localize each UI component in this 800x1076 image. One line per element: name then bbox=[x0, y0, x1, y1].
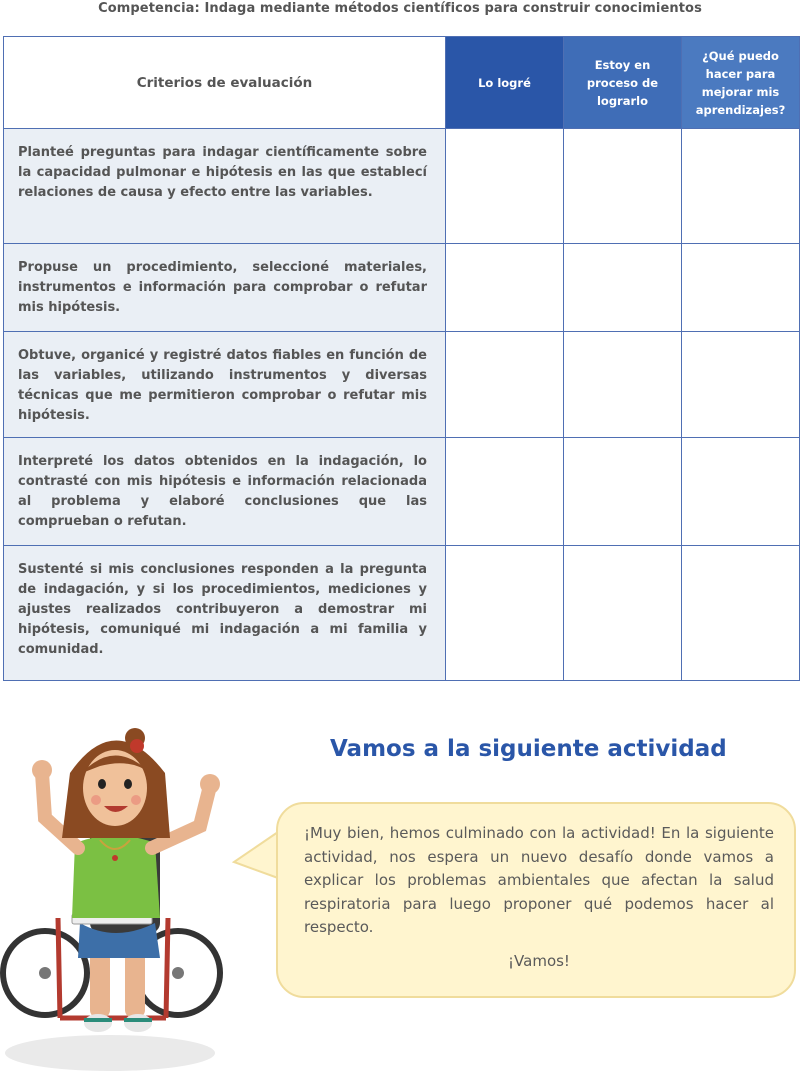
achieved-cell[interactable] bbox=[446, 546, 564, 681]
evaluation-table bbox=[3, 36, 800, 681]
girl-wheelchair-illustration bbox=[0, 718, 240, 1076]
achieved-cell[interactable] bbox=[446, 129, 564, 244]
col-achieved-header: Lo logré bbox=[446, 37, 564, 129]
criterion-cell: Propuse un procedimiento, seleccioné materiales, instrumentos e información para comprobar o refutar mis hipótesis. bbox=[4, 244, 446, 332]
speech-bubble-text bbox=[304, 822, 774, 973]
bubble-closing: ¡Vamos! bbox=[508, 951, 570, 970]
achieved-cell[interactable] bbox=[446, 244, 564, 332]
in-progress-cell[interactable] bbox=[564, 332, 682, 438]
table-row bbox=[4, 129, 800, 244]
speech-bubble-tail bbox=[232, 828, 282, 888]
criterion-cell: Obtuve, organicé y registré datos fiables en función de las variables, utilizando instrumentos y diversas técnicas que me permitieron comprobar o refutar mis hipótesis. bbox=[4, 332, 446, 438]
bubble-message: ¡Muy bien, hemos culminado con la actividad! En la siguiente actividad, nos espera un nuevo desafío donde vamos a explicar los problemas ambientales que afectan la salud respiratoria para luego proponer qué podemos hacer al respecto. bbox=[304, 824, 774, 936]
in-progress-cell[interactable] bbox=[564, 244, 682, 332]
criterion-cell: Interpreté los datos obtenidos en la indagación, lo contrasté con mis hipótesis e información relacionada al problema y elaboré conclusiones que las comprueban o refutan. bbox=[4, 438, 446, 546]
table-header-row bbox=[4, 37, 800, 129]
improve-cell[interactable] bbox=[682, 546, 800, 681]
improve-cell[interactable] bbox=[682, 438, 800, 546]
competencia-title: Competencia: Indaga mediante métodos científicos para construir conocimientos bbox=[98, 1, 702, 16]
next-activity-heading: Vamos a la siguiente actividad bbox=[330, 736, 727, 762]
table-row bbox=[4, 332, 800, 438]
criterion-cell: Sustenté si mis conclusiones responden a la pregunta de indagación, y si los procedimientos, mediciones y ajustes realizados contribuyeron a demostrar mi hipótesis, comuniqué mi indagación a mi familia y comunidad. bbox=[4, 546, 446, 681]
improve-cell[interactable] bbox=[682, 129, 800, 244]
col-in-progress-header: Estoy en proceso de lograrlo bbox=[564, 37, 682, 129]
speech-bubble bbox=[276, 802, 796, 998]
in-progress-cell[interactable] bbox=[564, 129, 682, 244]
table-row bbox=[4, 546, 800, 681]
achieved-cell[interactable] bbox=[446, 438, 564, 546]
criterion-cell: Planteé preguntas para indagar científicamente sobre la capacidad pulmonar e hipótesis en las que establecí relaciones de causa y efecto entre las variables. bbox=[4, 129, 446, 244]
in-progress-cell[interactable] bbox=[564, 546, 682, 681]
improve-cell[interactable] bbox=[682, 332, 800, 438]
criteria-header: Criterios de evaluación bbox=[4, 37, 446, 129]
achieved-cell[interactable] bbox=[446, 332, 564, 438]
in-progress-cell[interactable] bbox=[564, 438, 682, 546]
table-row bbox=[4, 438, 800, 546]
improve-cell[interactable] bbox=[682, 244, 800, 332]
col-improve-header: ¿Qué puedo hacer para mejorar mis aprendizajes? bbox=[682, 37, 800, 129]
table-row bbox=[4, 244, 800, 332]
